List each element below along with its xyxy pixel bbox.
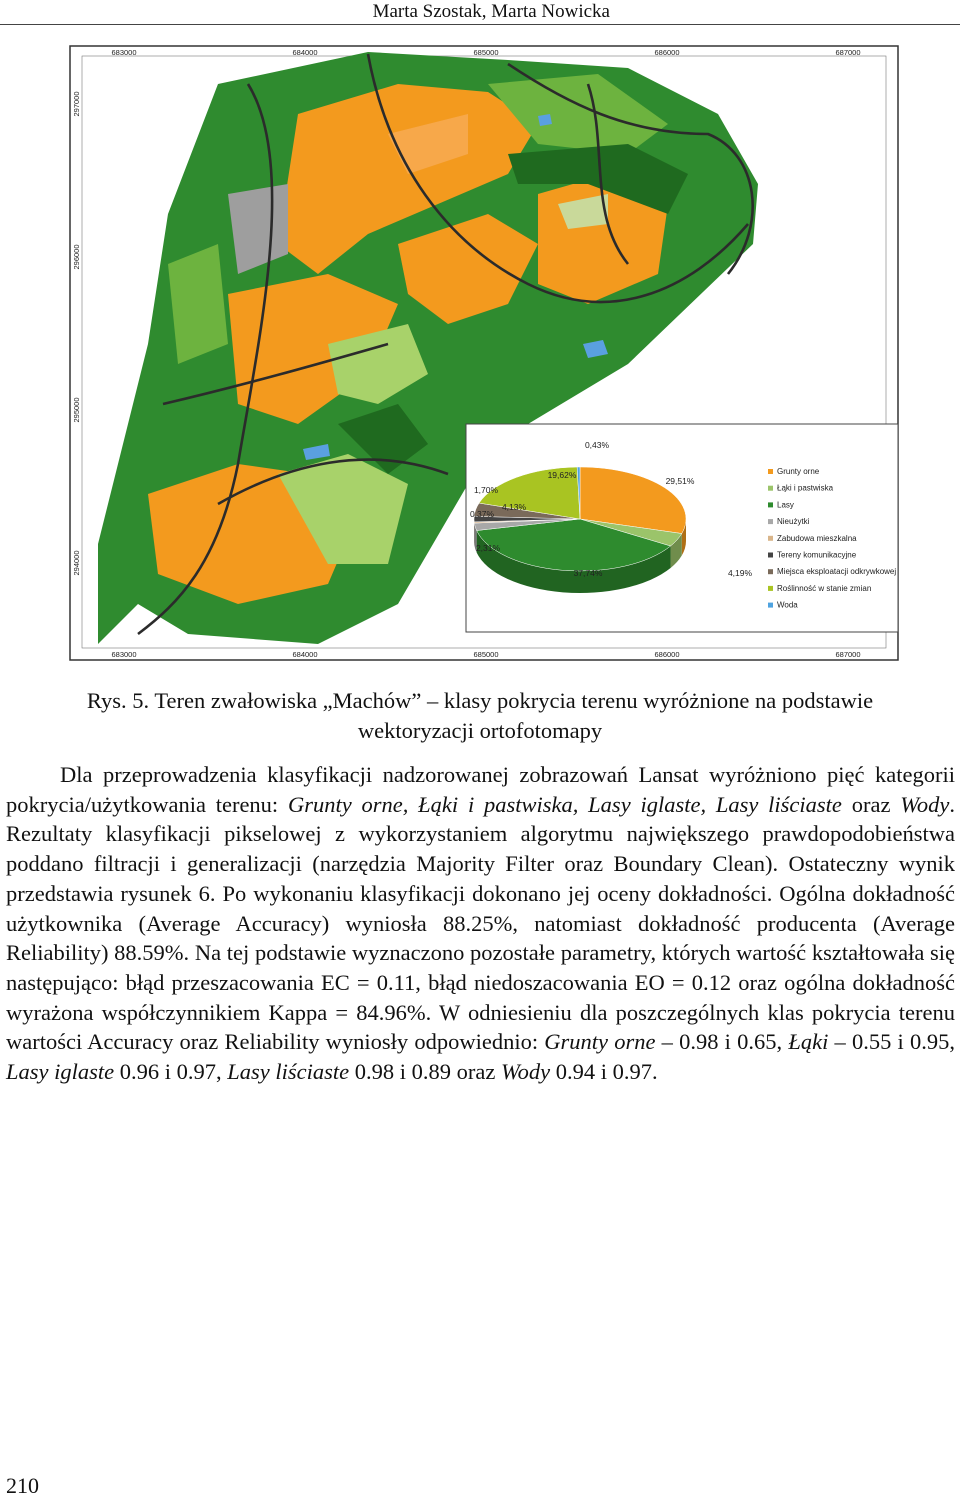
legend-swatch	[768, 469, 773, 474]
water-body	[538, 114, 552, 126]
legend-item: Woda	[777, 600, 798, 610]
italic-class-name: Wody	[501, 1059, 551, 1085]
x-tick-label-bottom: 685000	[473, 650, 499, 659]
legend-item: Tereny komunikacyjne	[777, 550, 857, 560]
x-tick-label-top: 685000	[473, 48, 499, 57]
text-run: oraz	[841, 791, 901, 817]
caption-line-2: wektoryzacji ortofotomapy	[357, 718, 603, 743]
x-tick-label-top: 686000	[654, 48, 680, 57]
y-tick-label: 296000	[72, 244, 81, 270]
x-tick-label-bottom: 687000	[835, 650, 861, 659]
text-run: – 0.98 i 0.65,	[655, 1029, 789, 1055]
italic-class-name: Wody	[900, 791, 950, 817]
pie-chart-inset	[466, 424, 898, 632]
x-tick-label-top: 687000	[835, 48, 861, 57]
x-tick-label-top: 683000	[111, 48, 137, 57]
legend-swatch	[768, 569, 773, 574]
pie-percent-label: 1,70%	[473, 485, 499, 495]
legend-swatch	[768, 519, 773, 524]
caption-line-1: Rys. 5. Teren zwałowiska „Machów” – klasy pokrycia terenu wyróżnione na podstawie	[86, 688, 874, 713]
pie-percent-label: 0,43%	[584, 440, 610, 450]
paragraph	[6, 760, 955, 1087]
body-paragraph	[6, 760, 955, 1087]
meadow-area	[168, 244, 228, 364]
legend-item: Łąki i pastwiska	[777, 483, 834, 493]
x-tick-label-bottom: 683000	[111, 650, 137, 659]
text-run: Dla przeprowadzenia klasyfikacji nadzorowanej zobrazowań Lansat wyróżniono pięć kategorii pokrycia/użytkowania terenu:	[6, 762, 955, 817]
italic-class-name: Grunty orne	[544, 1029, 656, 1055]
text-run: . Rezultaty klasyfikacji pikselowej z wykorzystaniem algorytmu największego prawdopodobieństwa poddano filtracji i generalizacji (narzędzia Majority Filter oraz Boundary Clean). Ostateczny wynik przedstawia rysunek 6. Po wykonaniu klasyfikacji dokonano jej oceny dokładności. Ogólna dokładność użytkownika (Average Accuracy) wyniosła 88.25%, natomiast dokładność producenta (Average Reliability) 88.59%. Na tej podstawie wyznaczono pozostałe parametry, których wartość kształtowała się następująco: błąd przeszacowania EC = 0.11, błąd niedoszacowania EO = 0.12 oraz ogólna dokładność wyrażona współczynnikiem Kappa = 84.96%. W odniesieniu dla poszczególnych klas pokrycia terenu wartości Accuracy oraz Reliability wyniosły odpowiednio:	[6, 791, 956, 1055]
pie-percent-label: 29,51%	[665, 476, 695, 486]
text-run: – 0.55 i 0.95,	[828, 1029, 955, 1055]
pie-percent-label: 37,74%	[573, 568, 603, 578]
x-tick-label-top: 684000	[292, 48, 318, 57]
legend-swatch	[768, 502, 773, 507]
text-run: 0.96 i 0.97,	[114, 1059, 228, 1085]
y-tick-label: 297000	[72, 91, 81, 117]
legend-swatch	[768, 553, 773, 558]
figure-map	[68, 44, 900, 666]
pie-percent-label: 4,13%	[501, 502, 527, 512]
text-run: 0.98 i 0.89 oraz	[349, 1059, 501, 1085]
x-tick-label-bottom: 686000	[654, 650, 680, 659]
pie-percent-label: 0,37%	[469, 509, 495, 519]
legend-swatch	[768, 603, 773, 608]
x-tick-label-bottom: 684000	[292, 650, 318, 659]
page-header	[0, 0, 960, 25]
land-cover-map	[68, 44, 900, 666]
legend-item: Roślinność w stanie zmian	[777, 583, 872, 593]
italic-class-names: Grunty orne, Łąki i pastwiska, Lasy iglaste, Lasy liściaste	[287, 791, 842, 817]
italic-class-name: Lasy liściaste	[227, 1059, 350, 1085]
pie-percent-label: 19,62%	[547, 470, 577, 480]
figure-caption	[0, 686, 960, 746]
italic-class-name: Łąki	[788, 1029, 829, 1055]
text-run: 0.94 i 0.97.	[550, 1059, 658, 1085]
legend-swatch	[768, 486, 773, 491]
page-number: 210	[6, 1473, 39, 1498]
legend-item: Nieużytki	[777, 517, 810, 527]
italic-class-name: Lasy iglaste	[6, 1059, 115, 1085]
legend-item: Zabudowa mieszkalna	[777, 533, 857, 543]
legend-item: Lasy	[777, 500, 794, 510]
y-tick-label: 294000	[72, 550, 81, 576]
pie-percent-label: 4,19%	[727, 568, 753, 578]
legend-swatch	[768, 586, 773, 591]
legend-item: Miejsca eksploatacji odkrywkowej	[777, 567, 897, 577]
legend-item: Grunty orne	[777, 467, 820, 476]
y-tick-label: 295000	[72, 397, 81, 423]
legend-swatch	[768, 536, 773, 541]
pie-percent-label: 2,31%	[475, 543, 501, 553]
header-authors: Marta Szostak, Marta Nowicka	[372, 1, 610, 22]
